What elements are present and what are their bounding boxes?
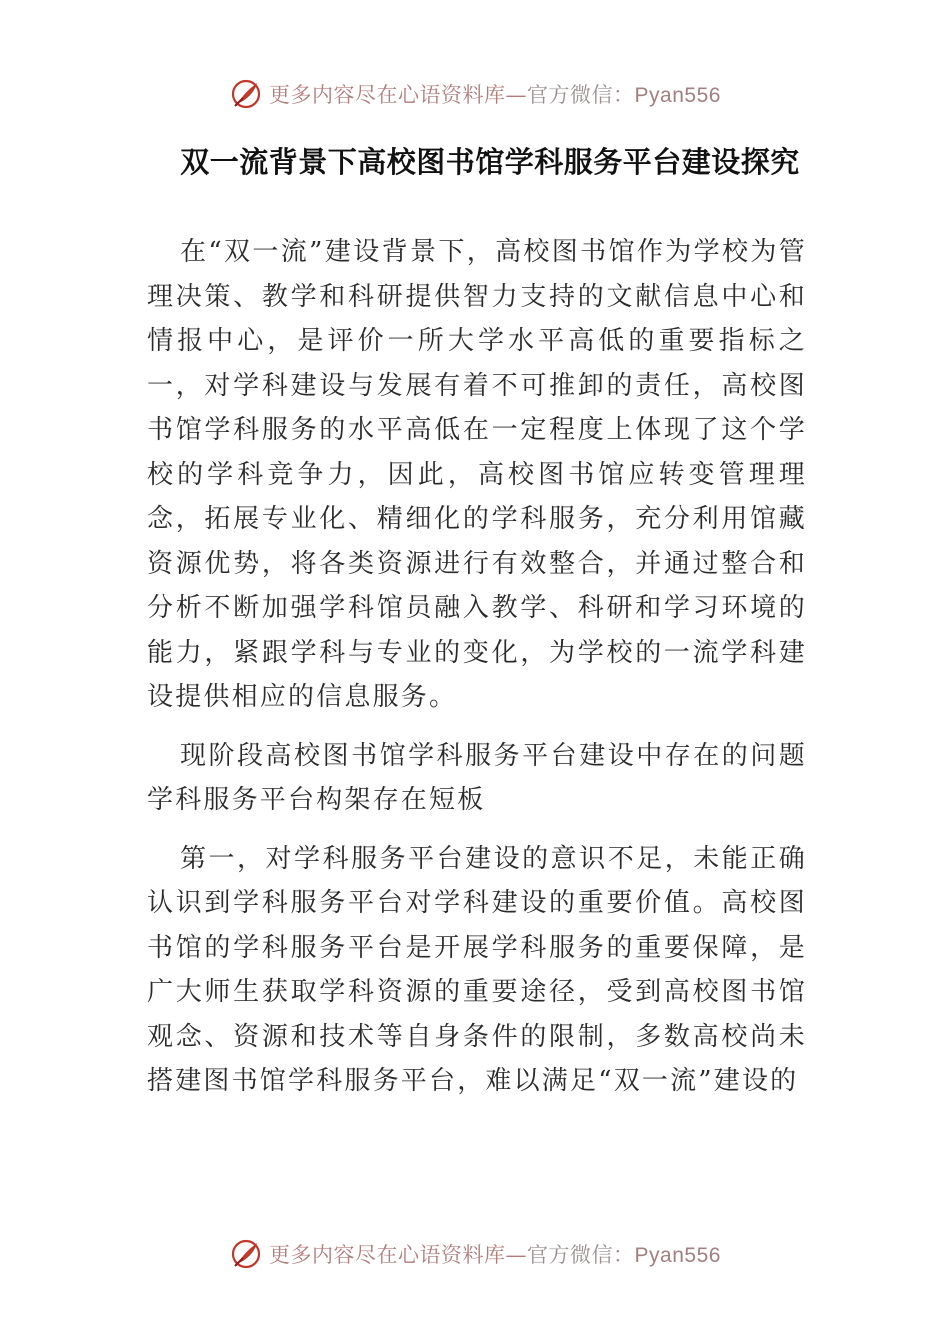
document-title: 双一流背景下高校图书馆学科服务平台建设探究 <box>180 145 800 179</box>
paragraph-intro: 在“双一流”建设背景下，高校图书馆作为学校为管理决策、教学和科研提供智力支持的文献信息中心和情报中心，是评价一所大学水平高低的重要指标之一，对学科建设与发展有着不可推卸的责任，高校图书馆学科服务的水平高低在一定程度上体现了这个学校的学科竞争力，因此，高校图书馆应转变管理理念，拓展专业化、精细化的学科服务，充分利用馆藏资源优势，将各类资源进行有效整合，并通过整合和分析不断加强学科馆员融入教学、科研和学习环境的能力，紧跟学科与专业的变化，为学校的一流学科建设提供相应的信息服务。 <box>147 237 807 712</box>
paragraph-section-heading: 现阶段高校图书馆学科服务平台建设中存在的问题学科服务平台构架存在短板 <box>147 740 807 815</box>
watermark-text: 更多内容尽在心语资料库—官方微信：Pyan556 <box>269 1243 721 1267</box>
document-body <box>147 230 807 1118</box>
feather-quill-logo-icon <box>229 77 263 111</box>
header-watermark-banner <box>0 74 950 114</box>
paragraph-point-one: 第一，对学科服务平台建设的意识不足，未能正确认识到学科服务平台对学科建设的重要价值。高校图书馆的学科服务平台是开展学科服务的重要保障，是广大师生获取学科资源的重要途径，受到高校图书馆观念、资源和技术等自身条件的限制，多数高校尚未搭建图书馆学科服务平台，难以满足“双一流”建设的 <box>147 843 807 1096</box>
watermark-text: 更多内容尽在心语资料库—官方微信：Pyan556 <box>269 83 721 107</box>
footer-watermark-banner <box>0 1234 950 1274</box>
feather-quill-logo-icon <box>229 1237 263 1271</box>
